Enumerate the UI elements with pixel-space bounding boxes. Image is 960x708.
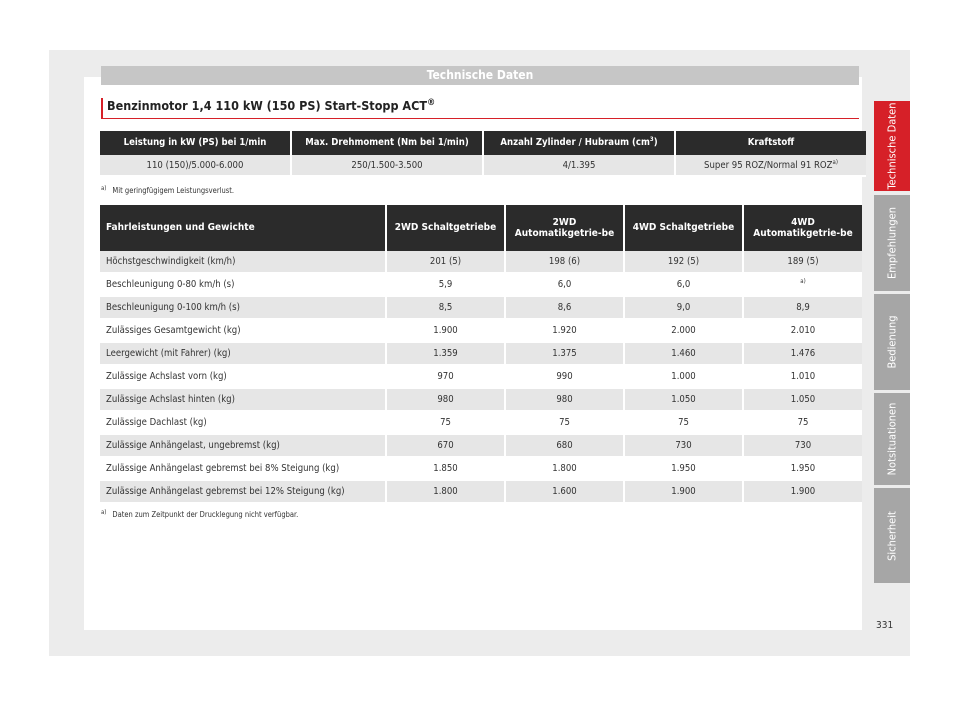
footnote-ref: a)	[832, 158, 838, 166]
cubic-superscript: 3	[649, 135, 654, 143]
table-cell: 990	[506, 366, 623, 389]
side-tab-technische-daten[interactable]	[874, 101, 910, 191]
table-cell: 980	[506, 389, 623, 412]
table-cell: 9,0	[625, 297, 742, 320]
table-row	[100, 251, 862, 274]
table-cell	[676, 155, 866, 177]
fuel-value: Super 95 ROZ/Normal 91 ROZ	[704, 159, 833, 171]
row-label: Beschleunigung 0-100 km/h (s)	[100, 297, 385, 320]
table-cell: 670	[387, 435, 504, 458]
col-header-cylinders-close: )	[653, 136, 658, 148]
footnote-mark: a)	[101, 185, 107, 192]
table-row	[100, 297, 862, 320]
chapter-header: Technische Daten	[101, 66, 859, 85]
table-cell: 1.900	[744, 481, 862, 504]
col-header-torque: Max. Drehmoment (Nm bei 1/min)	[292, 131, 482, 155]
table-row	[100, 412, 862, 435]
table-cell: 1.476	[744, 343, 862, 366]
row-label: Zulässige Anhängelast gebremst bei 8% Steigung (kg)	[100, 458, 385, 481]
col-header-power: Leistung in kW (PS) bei 1/min	[100, 131, 290, 155]
col-header-fuel: Kraftstoff	[676, 131, 866, 155]
table-cell: 75	[625, 412, 742, 435]
table-cell: 1.010	[744, 366, 862, 389]
table-cell: 1.375	[506, 343, 623, 366]
table-cell: 2.010	[744, 320, 862, 343]
table-cell: 198 (6)	[506, 251, 623, 274]
table-cell: 1.950	[744, 458, 862, 481]
engine-table-header	[100, 131, 866, 155]
table-cell: 1.850	[387, 458, 504, 481]
table-cell: 980	[387, 389, 504, 412]
section-title	[107, 98, 435, 113]
table-row	[100, 458, 862, 481]
table-cell: 8,5	[387, 297, 504, 320]
table-cell: 4/1.395	[484, 155, 674, 177]
row-label: Zulässige Anhängelast gebremst bei 12% Steigung (kg)	[100, 481, 385, 504]
side-tab-notsituationen[interactable]	[874, 393, 910, 485]
table-cell: 110 (150)/5.000-6.000	[100, 155, 290, 177]
side-tab-label: Notsituationen	[885, 402, 899, 476]
table-row	[100, 320, 862, 343]
footnote-mark: a)	[101, 509, 107, 516]
table-cell: 1.800	[506, 458, 623, 481]
side-tab-label: Empfehlungen	[885, 207, 899, 279]
row-label: Zulässige Achslast vorn (kg)	[100, 366, 385, 389]
footnote-text: Daten zum Zeitpunkt der Drucklegung nicht verfügbar.	[112, 510, 299, 519]
table-row	[100, 155, 866, 177]
table-cell: 75	[744, 412, 862, 435]
table-cell: 1.000	[625, 366, 742, 389]
col-header-4wd-manual: 4WD Schaltgetriebe	[625, 205, 742, 251]
registered-mark: ®	[427, 97, 436, 108]
row-label: Zulässige Dachlast (kg)	[100, 412, 385, 435]
page-number: 331	[876, 620, 894, 631]
table-cell: 1.359	[387, 343, 504, 366]
section-title-text: Benzinmotor 1,4 110 kW (150 PS) Start-Stopp ACT	[107, 98, 428, 113]
footnote-ref: a)	[800, 277, 806, 285]
col-header-metric: Fahrleistungen und Gewichte	[100, 205, 385, 251]
table-row	[100, 435, 862, 458]
col-header-cylinders-text: Anzahl Zylinder / Hubraum (cm	[500, 136, 650, 148]
side-tab-bedienung[interactable]	[874, 294, 910, 390]
side-tab-sicherheit[interactable]	[874, 488, 910, 583]
table-cell: 1.600	[506, 481, 623, 504]
row-label: Zulässige Achslast hinten (kg)	[100, 389, 385, 412]
table-cell: 730	[744, 435, 862, 458]
table-cell: 1.950	[625, 458, 742, 481]
table-cell: 2.000	[625, 320, 742, 343]
table-cell: 1.050	[625, 389, 742, 412]
table-cell: 8,9	[744, 297, 862, 320]
table-cell: 1.900	[625, 481, 742, 504]
table-row	[100, 389, 862, 412]
table-cell: 680	[506, 435, 623, 458]
table-cell: 75	[506, 412, 623, 435]
col-header-cylinders	[484, 131, 674, 155]
table-cell: 730	[625, 435, 742, 458]
col-header-2wd-auto: 2WD Automatikgetrie-be	[506, 205, 623, 251]
table-row	[100, 481, 862, 504]
side-tab-empfehlungen[interactable]	[874, 195, 910, 291]
title-accent-rule	[101, 98, 103, 118]
table-cell: 1.900	[387, 320, 504, 343]
footnote-1	[101, 186, 234, 195]
table-cell: 970	[387, 366, 504, 389]
table-cell	[744, 274, 862, 297]
row-label: Zulässiges Gesamtgewicht (kg)	[100, 320, 385, 343]
row-label: Leergewicht (mit Fahrer) (kg)	[100, 343, 385, 366]
footnote-2	[101, 510, 298, 519]
row-label: Zulässige Anhängelast, ungebremst (kg)	[100, 435, 385, 458]
table-cell: 75	[387, 412, 504, 435]
title-underline	[101, 118, 859, 119]
footnote-text: Mit geringfügigem Leistungsverlust.	[112, 186, 235, 195]
table-cell: 5,9	[387, 274, 504, 297]
performance-table	[98, 205, 864, 504]
engine-table	[98, 131, 868, 177]
table-cell: 201 (5)	[387, 251, 504, 274]
table-cell: 1.920	[506, 320, 623, 343]
table-cell: 192 (5)	[625, 251, 742, 274]
table-row	[100, 366, 862, 389]
col-header-2wd-manual: 2WD Schaltgetriebe	[387, 205, 504, 251]
table-cell: 1.800	[387, 481, 504, 504]
table-cell: 1.050	[744, 389, 862, 412]
side-tab-label: Technische Daten	[885, 102, 899, 190]
row-label: Höchstgeschwindigkeit (km/h)	[100, 251, 385, 274]
table-cell: 250/1.500-3.500	[292, 155, 482, 177]
side-tab-label: Sicherheit	[885, 510, 899, 561]
table-row	[100, 274, 862, 297]
table-cell: 8,6	[506, 297, 623, 320]
row-label: Beschleunigung 0-80 km/h (s)	[100, 274, 385, 297]
table-cell: 6,0	[625, 274, 742, 297]
side-tab-label: Bedienung	[885, 315, 899, 369]
performance-table-header	[100, 205, 862, 251]
table-cell: 6,0	[506, 274, 623, 297]
table-cell: 1.460	[625, 343, 742, 366]
col-header-4wd-auto: 4WD Automatikgetrie-be	[744, 205, 862, 251]
table-row	[100, 343, 862, 366]
table-cell: 189 (5)	[744, 251, 862, 274]
